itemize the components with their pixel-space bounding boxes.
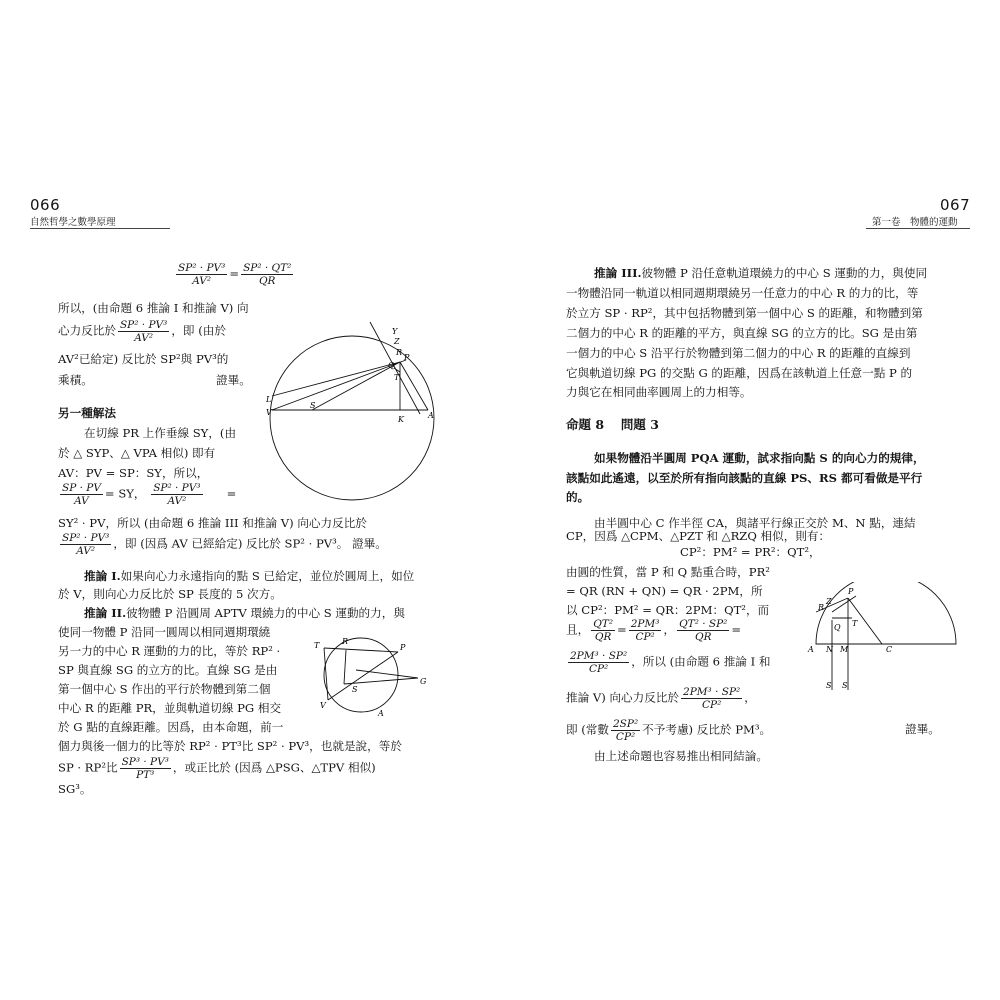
body-line-7: $\frac{\text{2PM³ · SP²}}{\text{CP²}}$ ，所以 (由命題 6 推論 I 和: [570, 650, 771, 675]
fig2-label: P: [400, 643, 406, 652]
proposition-heading: 命題 8 問題 3: [566, 417, 659, 432]
fig3-label: S: [842, 681, 848, 690]
body-line-8: 推論 V) 向心力反比於 $\frac{\text{2PM³ · SP²}}{\text{CP²}}$ ，: [566, 686, 756, 711]
fig2-label: T: [314, 641, 320, 650]
corollary-2-line-10: SG³。: [58, 782, 92, 796]
p1-line-3: AV²已給定) 反比於 SP²與 PV³的: [58, 352, 229, 366]
fig1-label: Z: [394, 337, 400, 346]
figure-semicircle: [806, 582, 966, 694]
fig3-label: P: [848, 587, 854, 596]
body-line-4: = QR (RN + QN) = QR · 2PM，所: [566, 584, 763, 598]
p1-line-4: 乘積。: [58, 373, 93, 387]
fig3-label: Q: [834, 623, 841, 632]
left-page-number: 066: [30, 196, 61, 214]
corollary-3-line-6: 它與軌道切線 PG 的交點 G 的距離，因爲在該軌道上任意一點 P 的: [566, 366, 913, 380]
statement-line-1: 如果物體沿半圓周 PQA 運動，試求指向點 S 的向心力的規律，: [594, 451, 925, 465]
body-line-1: 由半圓中心 C 作半徑 CA，與諸平行線正交於 M、N 點，連結: [594, 516, 916, 530]
statement-line-3: 的。: [566, 490, 590, 504]
corollary-3-line-3: 於立方 SP · RP²，其中包括物體到第一個中心 S 的距離，和物體到第: [566, 306, 923, 320]
corollary-2-line-7: 於 G 點的直線距離。因爲，由本命題，前一: [58, 720, 284, 734]
left-header-rule: [30, 228, 170, 229]
corollary-2-line-4: SP 與直線 SG 的立方的比。直線 SG 是由: [58, 663, 278, 677]
fig3-label: R: [818, 603, 825, 612]
corollary-3-line-7: 力與它在相同曲率圓周上的力相等。: [566, 385, 752, 399]
corollary-2-line-8: 個力與後一個力的比等於 RP² · PT³比 SP² · PV³，也就是說，等於: [58, 739, 402, 753]
p1-line-1: 所以，(由命題 6 推論 I 和推論 V) 向: [58, 301, 249, 315]
body-equation-1: CP²：PM² = PR²：QT²，: [680, 545, 821, 559]
body-qed: 證畢。: [905, 722, 940, 736]
corollary-2-line-3: 另一力的中心 R 運動的力的比，等於 RP² ·: [58, 644, 281, 658]
alt-line-1: 在切線 PR 上作垂線 SY，(由: [84, 426, 237, 440]
fig1-label: L: [266, 395, 272, 404]
fig1-label: R: [396, 348, 403, 357]
right-running-head: 第一卷 物體的運動: [872, 217, 958, 228]
fig1-label: A: [428, 411, 434, 420]
corollary-3-line-4: 二個力的中心 R 的距離的平方，與直線 SG 的立方的比。SG 是由第: [566, 326, 918, 340]
figure-circle-chords: [306, 630, 436, 720]
body-line-9: 即 (常數 $\frac{\text{2SP²}}{\text{CP²}}$ 不予考慮) 反比於 PM³。: [566, 718, 772, 743]
fig1-label: T: [394, 373, 400, 382]
p1-qed: 證畢。: [216, 373, 251, 387]
corollary-1-line-1: 推論 I.如果向心力永遠指向的點 S 已給定，並位於圓周上，如位: [84, 569, 415, 583]
corollary-3-line-5: 一個力的中心 S 沿平行於物體到第二個力的中心 R 的距離的直線到: [566, 346, 911, 360]
fig3-label: C: [886, 645, 893, 654]
corollary-2-line-9: SP · RP²比 $\frac{\text{SP³ · PV³}}{\text{PT³}}$ ，或正比於 (因爲 △PSG、△TPV 相似): [58, 756, 376, 781]
corollary-1-line-2: 於 V，則向心力反比於 SP 長度的 5 次方。: [58, 587, 282, 601]
corollary-3-line-1: 推論 III.彼物體 P 沿任意軌道環繞力的中心 S 運動的力，與使同: [594, 266, 928, 280]
fig2-label: G: [420, 677, 427, 686]
fig3-label: A: [808, 645, 814, 654]
right-page-number: 067: [940, 196, 971, 214]
right-header-rule: [866, 228, 970, 229]
alt-line-6: $\frac{\text{SP² · PV³}}{\text{AV²}}$ ，即 (因爲 AV 已經給定) 反比於 SP² · PV³。 證畢。: [62, 532, 387, 557]
statement-line-2: 該點如此遙遠，以至於所有指向該點的直線 PS、RS 都可看做是平行: [566, 471, 923, 485]
body-line-3: 由圓的性質，當 P 和 Q 點重合時，PR²: [566, 565, 770, 579]
fig1-label: S: [310, 401, 316, 410]
alt-line-5: SY² · PV，所以 (由命題 6 推論 III 和推論 V) 向心力反比於: [58, 516, 367, 530]
fig1-label: V: [266, 408, 272, 417]
corollary-2-line-6: 中心 R 的距離 PR，並與軌道切線 PG 相交: [58, 701, 282, 715]
body-line-5: 以 CP²：PM² = QR：2PM：QT²，而: [566, 603, 770, 617]
fig3-label: T: [852, 619, 858, 628]
fig1-label: P: [404, 353, 410, 362]
fig2-label: A: [378, 709, 384, 718]
alt-line-4: $\frac{SP \cdot PV}{AV}$ = SY， $\frac{\text{SP² · PV³}}{\text{AV²}}$ =: [62, 482, 237, 507]
fig2-label: V: [320, 701, 326, 710]
fig3-label: N: [826, 645, 833, 654]
fig3-label: M: [840, 645, 849, 654]
fig2-label: R: [342, 637, 349, 646]
body-line-10: 由上述命題也容易推出相同結論。: [594, 749, 768, 763]
alt-line-2: 於 △ SYP、△ VPA 相似) 即有: [58, 446, 216, 460]
corollary-2-line-5: 第一個中心 S 作出的平行於物體到第二個: [58, 682, 271, 696]
equation-top: $\frac{\text{SP² · PV³}}{\text{AV²}}$ = $\frac{\text{SP² · QT²}}{QR}$: [178, 262, 292, 287]
corollary-2-line-1: 推論 II.彼物體 P 沿圓周 APTV 環繞力的中心 S 運動的力，與: [84, 606, 405, 620]
figure-circle-tangent: [262, 318, 442, 508]
fig2-label: S: [352, 685, 358, 694]
fig1-label: Y: [392, 327, 398, 336]
corollary-3-line-2: 一物體沿同一軌道以相同週期環繞另一任意力的中心 R 的力的比，等: [566, 286, 919, 300]
alt-line-3: AV：PV = SP：SY，所以，: [58, 466, 209, 480]
body-line-6: 且， $\frac{\text{QT²}}{QR}$ = $\frac{\text{2PM³}}{\text{CP²}}$ ， $\frac{\text{QT² · SP²}}{QR}$ =: [566, 618, 742, 643]
alt-solution-heading: 另一種解法: [58, 406, 116, 420]
p1-line-2: 心力反比於 $\frac{\text{SP² · PV³}}{\text{AV²}}$ ，即 (由於: [58, 319, 226, 344]
corollary-2-line-2: 使同一物體 P 沿同一圓周以相同週期環繞: [58, 625, 271, 639]
body-line-2: CP，因爲 △CPM、△PZT 和 △RZQ 相似，則有：: [566, 529, 831, 543]
fig1-label: Q: [388, 361, 395, 370]
fig3-label: Z: [826, 597, 832, 606]
fig1-label: K: [398, 415, 404, 424]
left-running-head: 自然哲學之數學原理: [30, 217, 116, 228]
fig3-label: S: [826, 681, 832, 690]
